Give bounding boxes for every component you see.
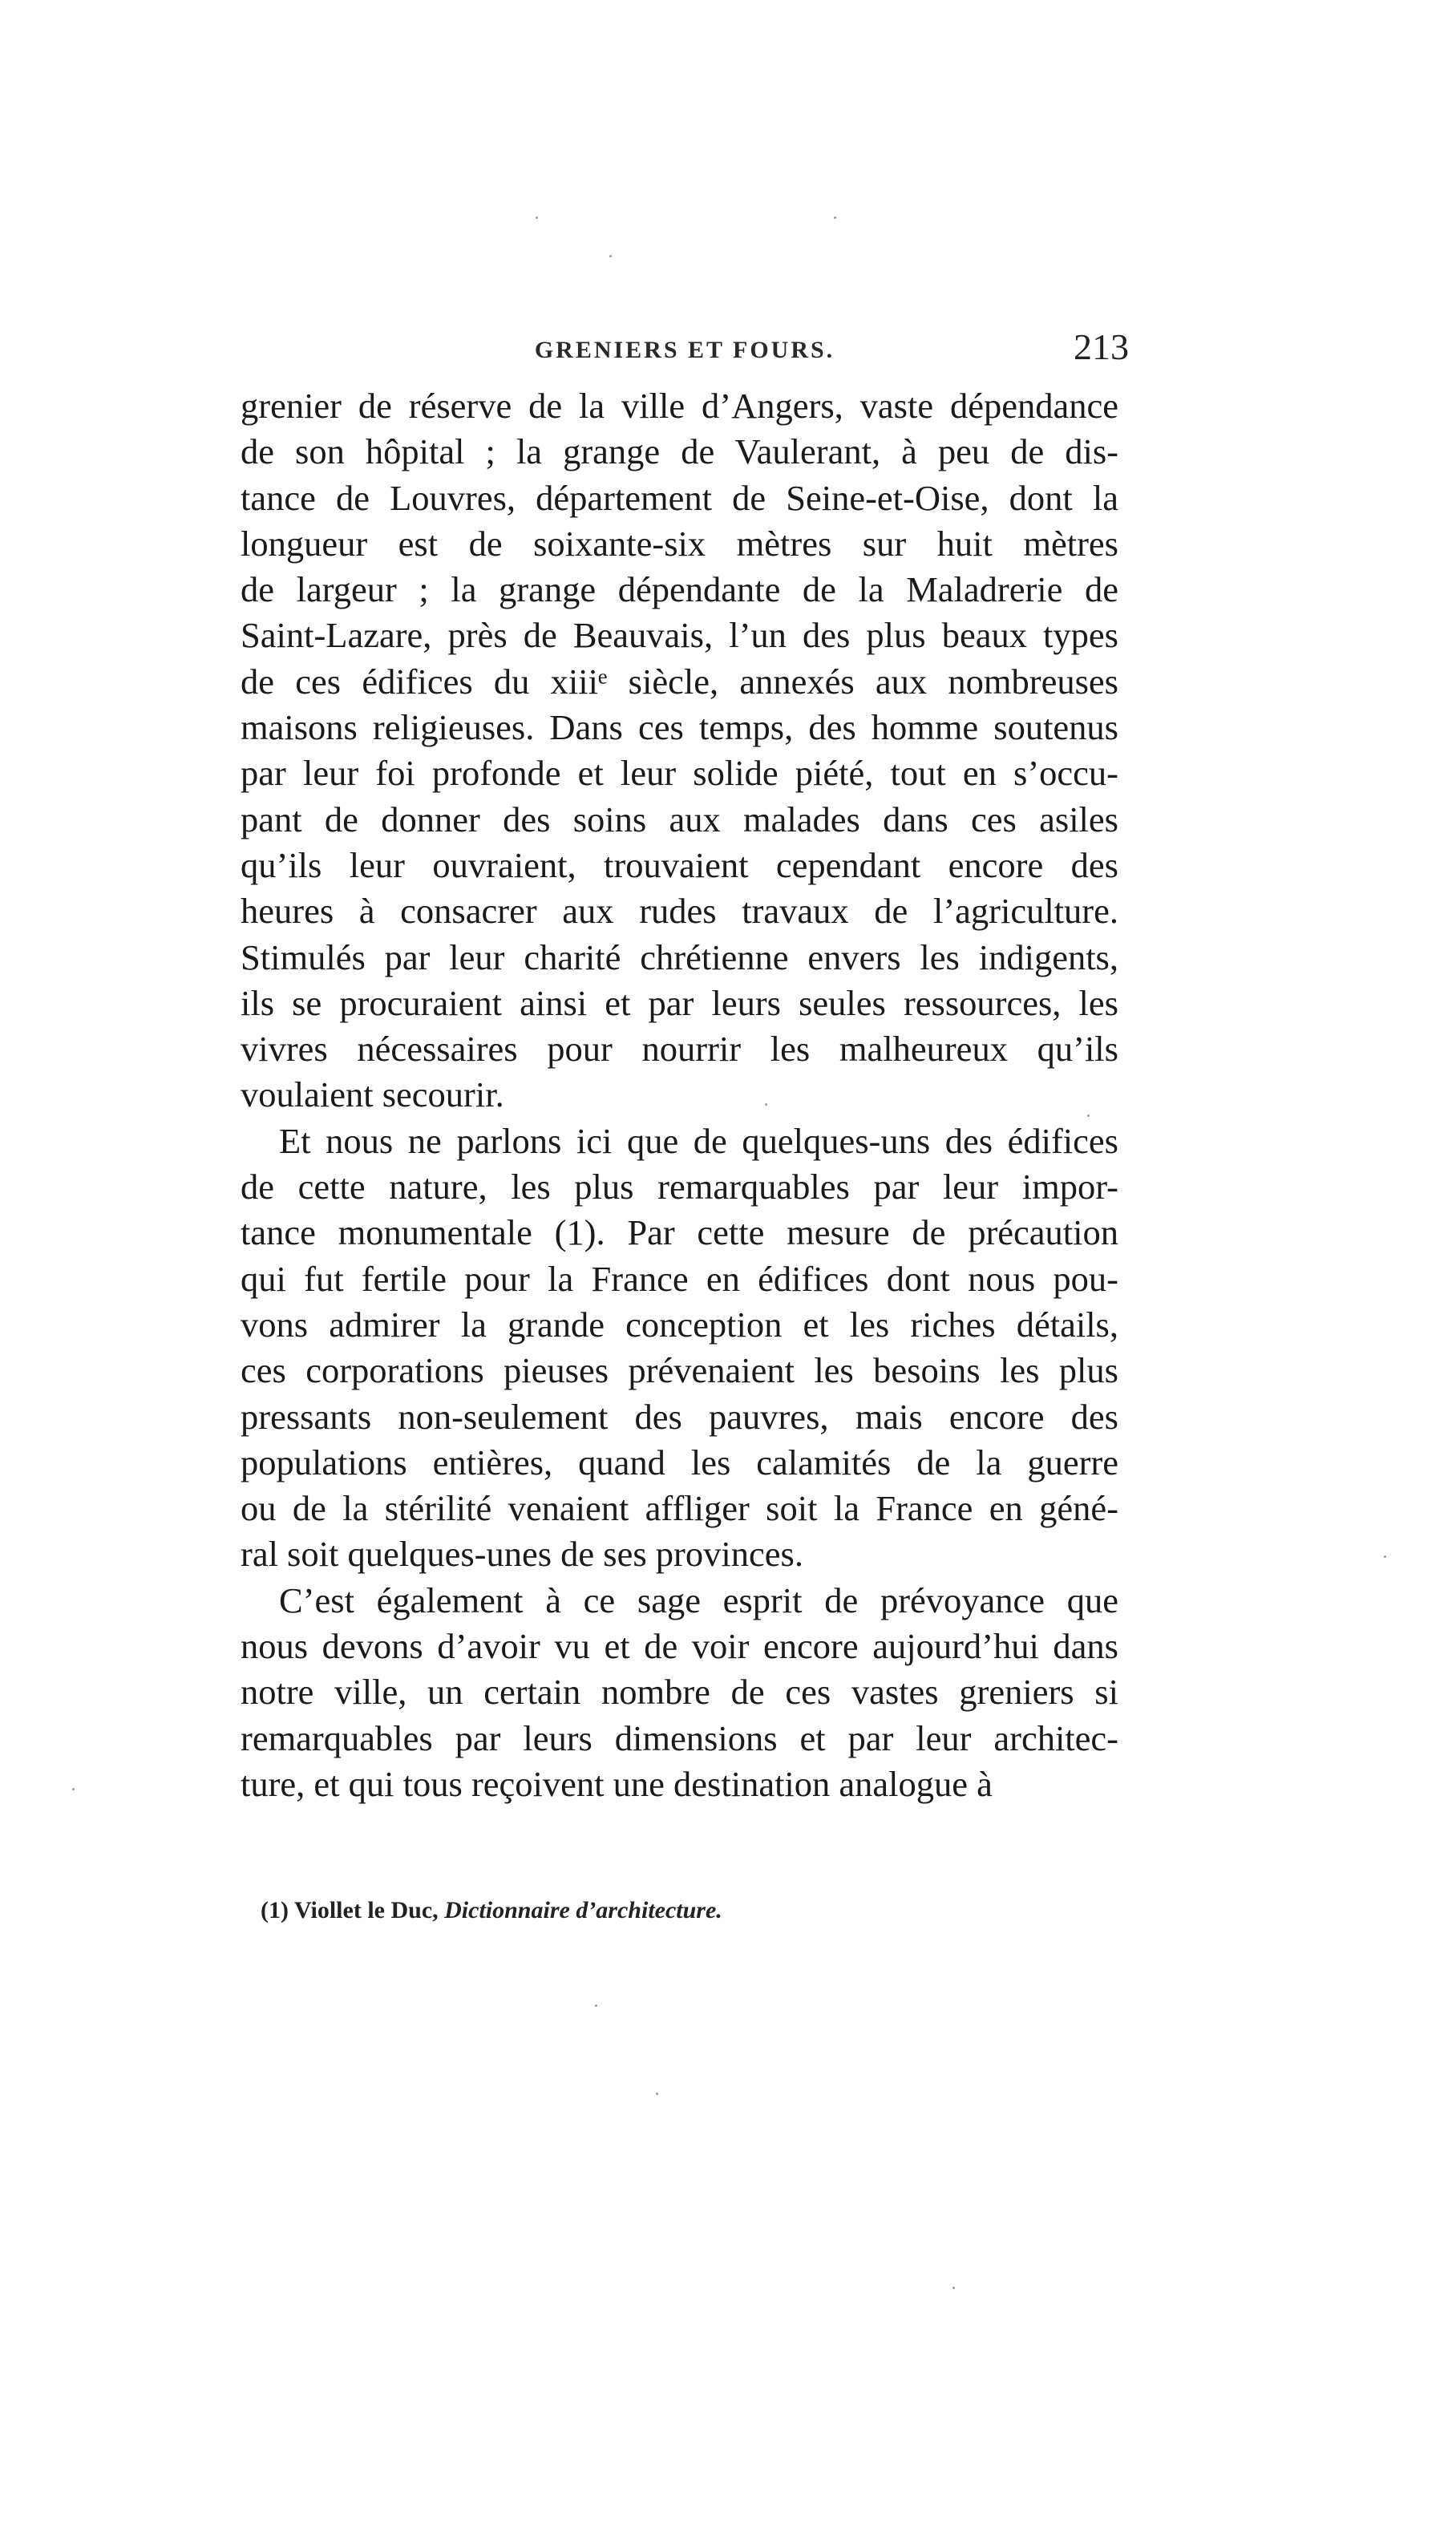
paragraph [241,1578,1118,1807]
text-line: ture, et qui tous reçoivent une destination analogue à [241,1763,993,1804]
text-line: ou de la stérilité venaient affliger soit la France en géné- [241,1488,1118,1529]
paper-speck [834,216,836,219]
footnote [261,1897,1062,1924]
body-text [241,383,1118,1807]
text-line: ces corporations pieuses prévenaient les besoins les plus [241,1350,1118,1391]
text-line: longueur est de soixante-six mètres sur huit mètres [241,523,1118,564]
text-line: qu’ils leur ouvraient, trouvaient cependant encore des [241,844,1118,885]
text-line: par leur foi profonde et leur solide piété, tout en s’occu- [241,753,1118,794]
text-line: pressants non-seulement des pauvres, mais encore des [241,1396,1118,1437]
text-line: C’est également à ce sage esprit de prévoyance que [279,1579,1118,1620]
text-line: de son hôpital ; la grange de Vaulerant, à peu de dis- [241,431,1118,472]
text-line: voulaient secourir. [241,1074,504,1115]
text-line: grenier de réserve de la ville d’Angers, vaste dépendance [241,386,1118,426]
running-head [241,326,1129,382]
text-line: notre ville, un certain nombre de ces vastes greniers si [241,1672,1118,1713]
text-line: qui fut fertile pour la France en édifices dont nous pou- [241,1258,1118,1299]
paper-speck [1384,1555,1386,1558]
text-line: de ces édifices du xiiiᵉ siècle, annexés aux nombreuses [241,661,1118,702]
footnote-author: Viollet le Duc, [293,1897,439,1923]
paper-speck [656,2093,658,2095]
text-line: remarquables par leurs dimensions et par leur architec- [241,1717,1118,1758]
paper-speck [1087,1114,1090,1117]
running-title: GRENIERS ET FOURS. [534,337,835,363]
paper-speck [952,2287,955,2289]
text-line: Et nous ne parlons ici que de quelques-uns des édifices [279,1120,1118,1161]
text-line: populations entières, quand les calamités de la guerre [241,1442,1118,1482]
text-line: Stimulés par leur charité chrétienne envers les indigents, [241,936,1118,977]
text-line: nous devons d’avoir vu et de voir encore aujourd’hui dans [241,1626,1118,1667]
page-number: 213 [1074,326,1129,367]
paragraph [241,383,1118,1118]
paper-speck [595,2004,597,2007]
paragraph [241,1118,1118,1578]
paper-speck [609,255,612,257]
paper-speck [72,1788,75,1790]
text-line: tance monumentale (1). Par cette mesure de précaution [241,1212,1118,1253]
text-line: de largeur ; la grange dépendante de la Maladrerie de [241,569,1118,610]
text-line: maisons religieuses. Dans ces temps, des homme soutenus [241,707,1118,748]
text-line: vivres nécessaires pour nourrir les malheureux qu’ils [241,1029,1118,1070]
text-line: tance de Louvres, département de Seine-et-Oise, dont la [241,477,1118,518]
footnote-title: Dictionnaire d’architecture. [444,1897,722,1923]
text-line: vons admirer la grande conception et les riches détails, [241,1304,1118,1345]
footnote-marker: (1) [261,1897,289,1923]
text-line: ils se procuraient ainsi et par leurs seules ressources, les [241,982,1118,1023]
text-line: heures à consacrer aux rudes travaux de l’agriculture. [241,891,1118,932]
text-line: ral soit quelques-unes de ses provinces. [241,1534,803,1575]
paper-speck [765,1103,767,1106]
text-line: Saint-Lazare, près de Beauvais, l’un des plus beaux types [241,615,1118,656]
text-line: pant de donner des soins aux malades dans ces asiles [241,799,1118,839]
text-line: de cette nature, les plus remarquables par leur impor- [241,1167,1118,1207]
paper-speck [536,216,538,219]
